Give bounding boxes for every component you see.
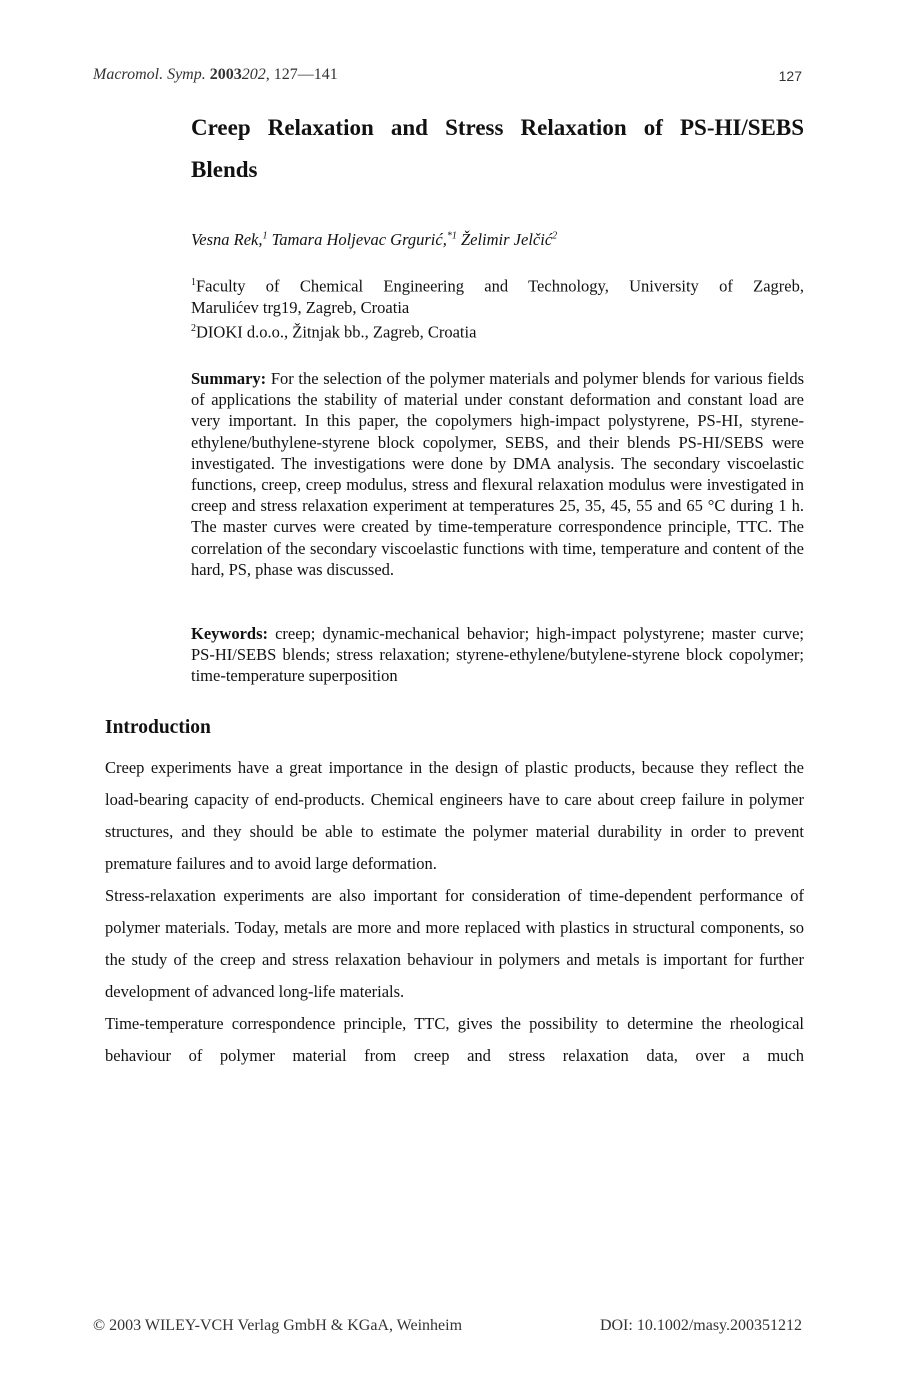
doi-reference: DOI: 10.1002/masy.200351212 — [599, 1317, 802, 1334]
journal-year: 2003 — [209, 66, 242, 83]
introduction-heading: Introduction — [105, 717, 211, 738]
author-list — [191, 230, 557, 250]
paragraph: Creep experiments have a great importance in the design of plastic products, because they reflect the load-bearing capacity of end-products. Chemical engineers have to care about creep failure in polymer structures, and they should be able to estimate the polymer material durability in order to prevent premature failures and to avoid large deformation. — [105, 758, 804, 873]
paragraph: Stress-relaxation experiments are also important for consideration of time-dependent performance of polymer materials. Today, metals are more and more replaced with plastics in structural components, so the study of the creep and stress relaxation behaviour in polymers and metals is important for further development of advanced long-life materials. — [105, 886, 804, 1001]
author-name: Želimir Jelčić — [460, 230, 553, 249]
affiliation-mark: 2 — [191, 322, 196, 334]
introduction-body — [105, 752, 804, 1072]
affiliations — [191, 272, 804, 342]
affiliation-line: Marulićev trg19, Zagreb, Croatia — [191, 297, 410, 317]
journal-volume: 202, — [241, 66, 270, 83]
author-name: Tamara Holjevac Grgurić, — [271, 230, 447, 249]
copyright-notice: © 2003 WILEY-VCH Verlag GmbH & KGaA, Weinheim — [93, 1317, 463, 1334]
author-name: Vesna Rek, — [191, 230, 263, 249]
affiliation-mark: 1 — [191, 277, 196, 288]
page-number: 127 — [778, 68, 802, 84]
keywords-section — [191, 623, 804, 686]
journal-pages: 127—141 — [273, 66, 338, 83]
author-affiliation-mark: 2 — [552, 230, 558, 242]
author-affiliation-mark: *1 — [446, 230, 457, 242]
keywords-label: Keywords: — [191, 624, 268, 643]
affiliation-line: $^1$Faculty of Chemical Engineering and Technology, University of Zagreb, — [191, 276, 804, 296]
keywords-text: creep; dynamic-mechanical behavior; high-impact polystyrene; master curve; PS-HI/SEBS blends; stress relaxation; styrene-ethylene/butylene-styrene block copolymer; time-temperature superposition — [191, 624, 805, 685]
paper-title: Creep Relaxation and Stress Relaxation of PS-HI/SEBS Blends — [191, 115, 804, 182]
author-affiliation-mark: 1 — [262, 230, 268, 242]
summary-text: For the selection of the polymer materials and polymer blends for various fields of applications the stability of material under constant deformation and constant load are very important. In this paper, the copolymers high-impact polystyrene, PS-HI, styrene-ethylene/buthylene-styrene block copolymer, SEBS, and their blends PS-HI/SEBS were investigated. The investigations were done by DMA analysis. The secondary viscoelastic functions, creep, creep modulus, stress and flexural relaxation modulus were investigated in creep and stress relaxation experiment at temperatures 25, 35, 45, 55 and 65 °C during 1 h. The master curves were created by time-temperature correspondence principle, TTC. The correlation of the secondary viscoelastic functions with time, temperature and content of the hard, PS, phase was discussed. — [191, 369, 805, 579]
summary-abstract — [191, 368, 804, 580]
affiliation-line: $^2$DIOKI d.o.o., Žitnjak bb., Zagreb, Croatia — [191, 322, 477, 341]
journal-citation — [93, 66, 338, 84]
journal-name: Macromol. Symp. — [93, 66, 206, 83]
paragraph: Time-temperature correspondence principle, TTC, gives the possibility to determine the rheological behaviour of polymer material from creep and stress relaxation data, over a much — [105, 1014, 804, 1065]
summary-label: Summary: — [191, 369, 267, 388]
